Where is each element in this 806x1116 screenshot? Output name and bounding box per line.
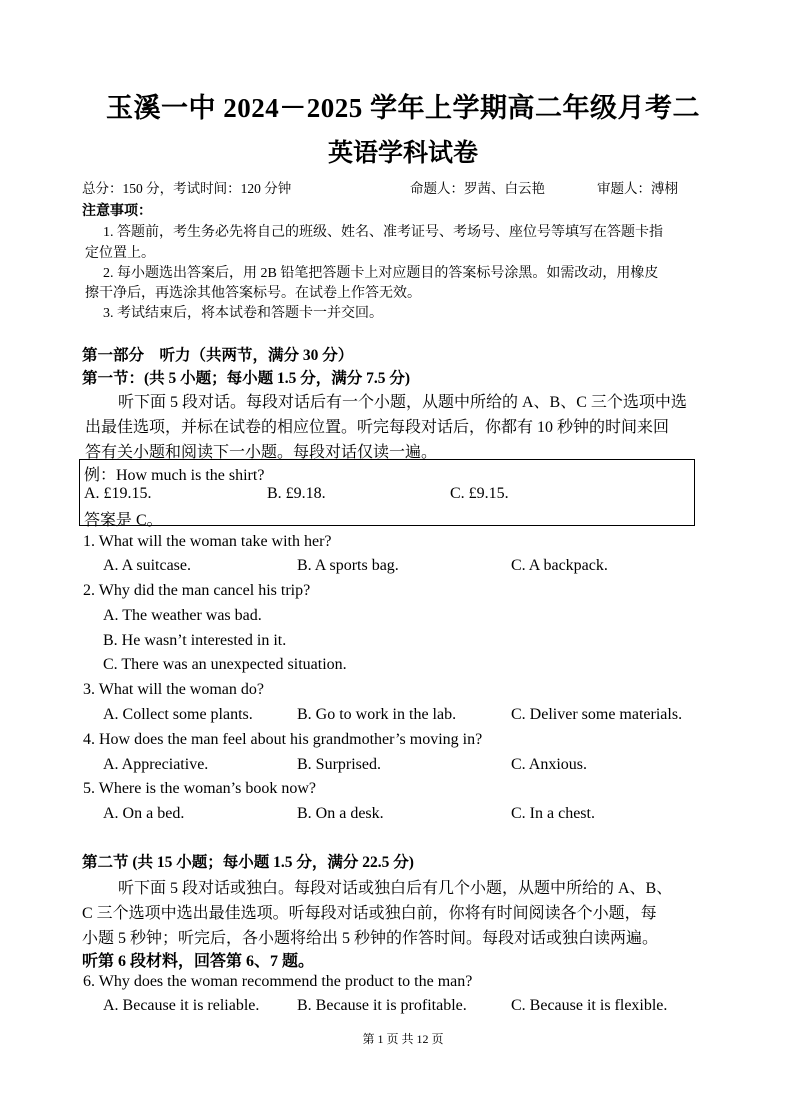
question-stem: 6. Why does the woman recommend the product to the man?: [83, 973, 473, 990]
authors: 命题人：罗茜、白云艳: [410, 181, 545, 196]
example-option-c: C. £9.15.: [450, 485, 509, 502]
notice-line: 3. 考试结束后，将本试卷和答题卡一并交回。: [103, 306, 383, 321]
option-c: C. Deliver some materials.: [511, 706, 683, 723]
material-heading: 听第 6 段材料，回答第 6、7 题。: [82, 953, 315, 970]
instruction-line: 小题 5 秒钟；听完后，各小题将给出 5 秒钟的作答时间。每段对话或独白读两遍。: [82, 930, 659, 947]
example-option-b: B. £9.18.: [267, 485, 326, 502]
option-a: A. Appreciative.: [103, 756, 209, 773]
notice-heading: 注意事项：: [82, 204, 152, 219]
option-c: C. Because it is flexible.: [511, 997, 668, 1014]
option-b: B. Go to work in the lab.: [297, 706, 457, 723]
option-b: B. On a desk.: [297, 805, 384, 822]
option-a: A. On a bed.: [103, 805, 185, 822]
reviewer: 审题人：溥栩: [597, 181, 678, 196]
instruction-line: 听下面 5 段对话或独白。每段对话或独白后有几个小题，从题中所给的 A、B、: [118, 880, 673, 897]
option-c: C. Anxious.: [511, 756, 588, 773]
example-question: 例：How much is the shirt?: [84, 467, 265, 484]
exam-subtitle: 英语学科试卷: [327, 140, 478, 167]
option-b: B. Surprised.: [297, 756, 381, 773]
question-stem: 5. Where is the woman’s book now?: [83, 780, 316, 797]
option-a: A. Collect some plants.: [103, 706, 253, 723]
option-b: B. A sports bag.: [297, 557, 399, 574]
instruction-line: C 三个选项中选出最佳选项。听每段对话或独白前，你将有时间阅读各个小题，每: [82, 905, 657, 922]
option-c: C. In a chest.: [511, 805, 595, 822]
instruction-line: 听下面 5 段对话。每段对话后有一个小题，从题中所给的 A、B、C 三个选项中选: [118, 394, 687, 411]
section2-heading: 第二节 (共 15 小题；每小题 1.5 分，满分 22.5 分): [82, 854, 414, 871]
option-b: B. Because it is profitable.: [297, 997, 467, 1014]
page-footer: 第 1 页 共 12 页: [362, 1032, 444, 1046]
exam-title: 玉溪一中 2024－2025 学年上学期高二年级月考二: [106, 93, 700, 123]
option-b: B. He wasn’t interested in it.: [103, 632, 287, 649]
section1-heading: 第一节：(共 5 小题；每小题 1.5 分，满分 7.5 分): [82, 370, 411, 387]
part1-heading: 第一部分 听力（共两节，满分 30 分）: [82, 347, 354, 364]
question-stem: 2. Why did the man cancel his trip?: [83, 582, 311, 599]
option-a: A. The weather was bad.: [103, 607, 262, 624]
instruction-line: 答有关小题和阅读下一小题。每段对话仅读一遍。: [85, 444, 438, 461]
question-stem: 3. What will the woman do?: [83, 681, 264, 698]
option-a: A. Because it is reliable.: [103, 997, 260, 1014]
notice-line: 1. 答题前，考生务必先将自己的班级、姓名、准考证号、考场号、座位号等填写在答题卡指: [103, 225, 663, 240]
instruction-line: 出最佳选项，并标在试卷的相应位置。听完每段对话后，你都有 10 秒钟的时间来回: [85, 419, 670, 436]
notice-line: 定位置上。: [85, 246, 155, 261]
option-c: C. There was an unexpected situation.: [103, 656, 347, 673]
question-stem: 1. What will the woman take with her?: [83, 533, 332, 550]
option-a: A. A suitcase.: [103, 557, 191, 574]
example-answer: 答案是 C。: [84, 512, 163, 529]
notice-line: 擦干净后，再选涂其他答案标号。在试卷上作答无效。: [85, 286, 421, 301]
notice-line: 2. 每小题选出答案后，用 2B 铅笔把答题卡上对应题目的答案标号涂黑。如需改动，用橡皮: [103, 266, 659, 281]
question-stem: 4. How does the man feel about his grandmother’s moving in?: [83, 731, 483, 748]
option-c: C. A backpack.: [511, 557, 608, 574]
score-time: 总分：150 分，考试时间：120 分钟: [82, 181, 292, 196]
example-option-a: A. £19.15.: [84, 485, 152, 502]
